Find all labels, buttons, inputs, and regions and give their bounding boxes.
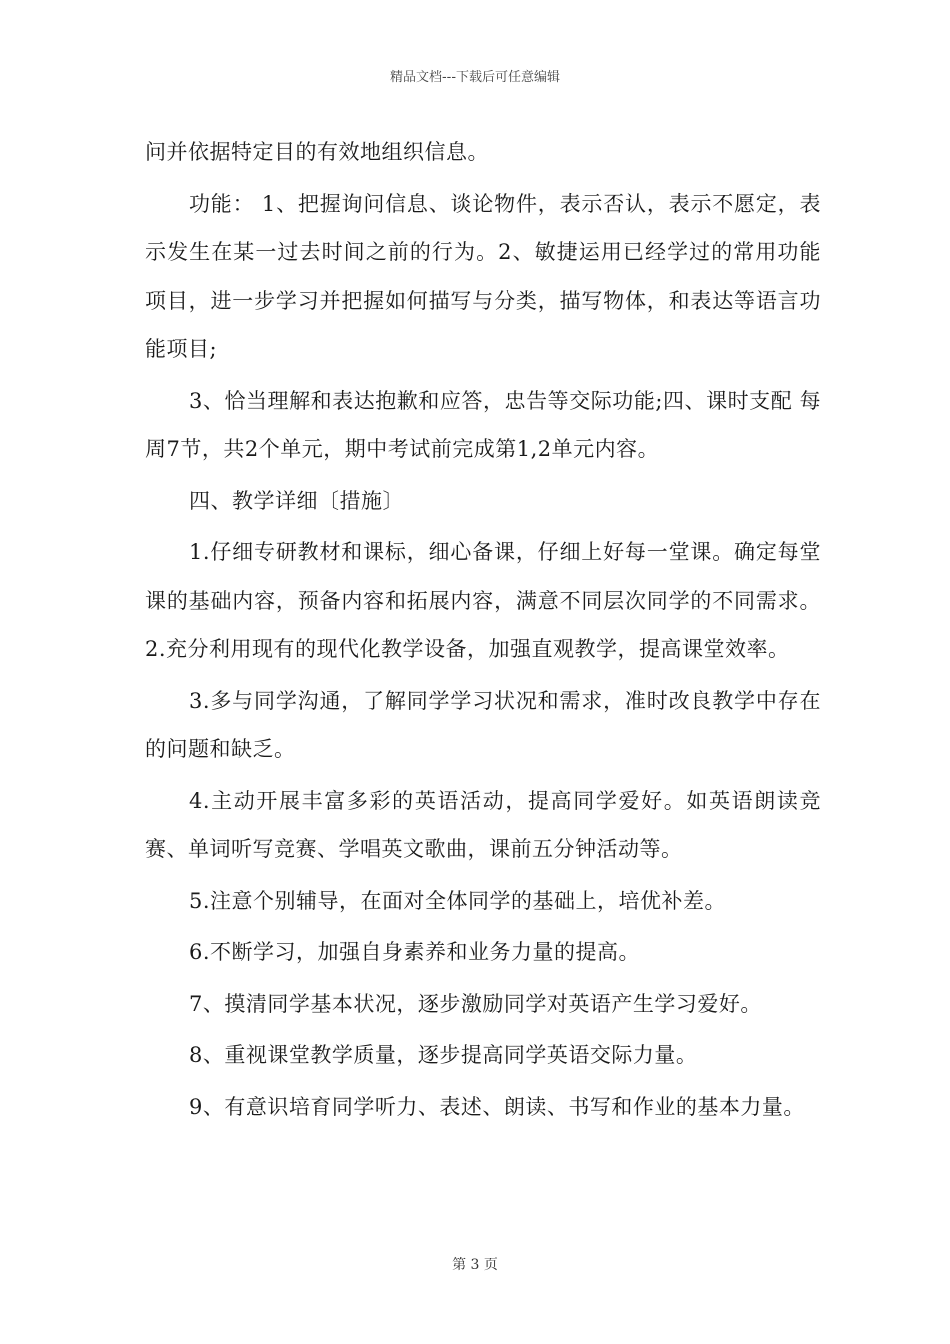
page-number: 第 3 页 [452, 1257, 498, 1273]
paragraph-2: 功能： 1、把握询问信息、谈论物件，表示否认，表示不愿定，表示发生在某一过去时间之前的行为。2、敏捷运用已经学过的常用功能项目，进一步学习并把握如何描写与分类，描写物体，和表达等语言功能项目; [145, 191, 821, 361]
paragraph-3: 3、恰当理解和表达抱歉和应答，忠告等交际功能;四、课时支配 每周7节，共2个单元，期中考试前完成第1,2单元内容。 [145, 388, 821, 461]
paragraph-5: 1.仔细专研教材和课标，细心备课，仔细上好每一堂课。确定每堂课的基础内容，预备内容和拓展内容，满意不同层次同学的不同需求。 2.充分利用现有的现代化教学设备，加强直观教学，提高课堂效率。 [145, 540, 821, 661]
page-header: 精品文档---下载后可任意编辑 [389, 70, 561, 85]
paragraph-11: 8、重视课堂教学质量，逐步提高同学英语交际力量。 [189, 1043, 698, 1067]
paragraph-4: 四、教学详细〔措施〕 [189, 488, 404, 513]
paragraph-1: 问并依据特定目的有效地组织信息。 [145, 140, 489, 164]
paragraph-7: 4.主动开展丰富多彩的英语活动，提高同学爱好。如英语朗读竞赛、单词听写竞赛、学唱英文歌曲，课前五分钟活动等。 [145, 788, 821, 861]
document-body [145, 128, 821, 1134]
paragraph-8: 5.注意个别辅导，在面对全体同学的基础上，培优补差。 [189, 888, 727, 913]
paragraph-9: 6.不断学习，加强自身素养和业务力量的提高。 [189, 940, 641, 964]
paragraph-6: 3.多与同学沟通，了解同学学习状况和需求，准时改良教学中存在的问题和缺乏。 [145, 688, 821, 761]
paragraph-12: 9、有意识培育同学听力、表述、朗读、书写和作业的基本力量。 [189, 1094, 805, 1119]
paragraph-10: 7、摸清同学基本状况，逐步激励同学对英语产生学习爱好。 [189, 991, 762, 1016]
